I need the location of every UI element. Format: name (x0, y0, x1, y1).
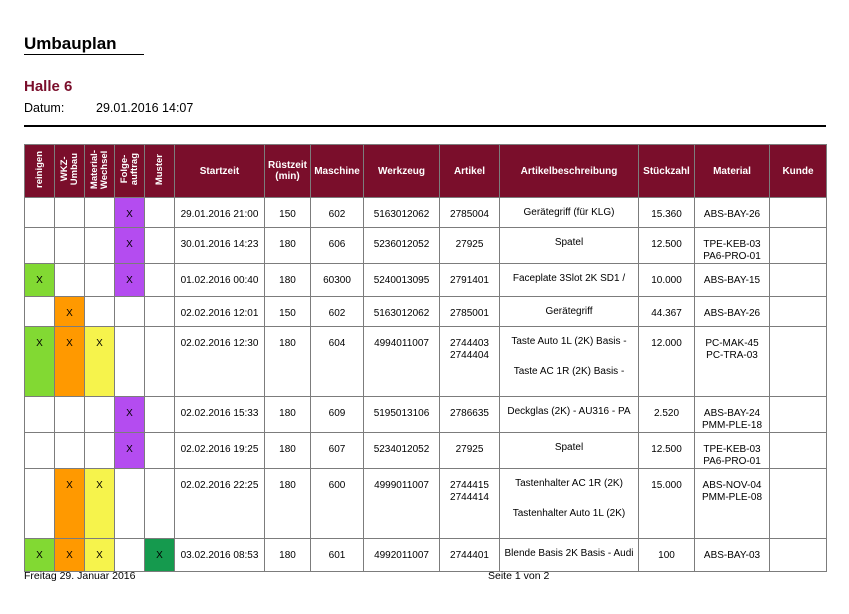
header-wkz-umbau (55, 145, 85, 198)
header-material-wechsel-label: Material- Wechsel (88, 149, 110, 190)
cell-artikelbeschreibung (500, 433, 639, 469)
cell-maschine: 607 (311, 433, 364, 469)
table-row (25, 433, 827, 469)
table-row (25, 228, 827, 264)
cell-material-wechsel (85, 198, 115, 228)
description-line-2: Tastenhalter Auto 1L (2K) (512, 508, 626, 519)
cell-wkz-umbau: X (55, 297, 85, 327)
cell-stueckzahl: 2.520 (639, 397, 695, 433)
cell-artikelbeschreibung (500, 297, 639, 327)
cell-kunde (770, 433, 827, 469)
cell-ruestzeit: 180 (265, 264, 311, 297)
cell-material: ABS-BAY-26 (695, 297, 770, 327)
cell-muster (145, 228, 175, 264)
cell-stueckzahl: 100 (639, 539, 695, 572)
cell-maschine: 602 (311, 198, 364, 228)
header-reinigen (25, 145, 55, 198)
cell-kunde (770, 539, 827, 572)
header-folgeauftrag (115, 145, 145, 198)
cell-werkzeug: 4994011007 (364, 327, 440, 397)
cell-material: ABS-BAY-26 (695, 198, 770, 228)
cell-folgeauftrag: X (115, 433, 145, 469)
cell-reinigen (25, 397, 55, 433)
cell-ruestzeit: 180 (265, 228, 311, 264)
header-kunde: Kunde (770, 145, 827, 198)
description-line: Gerätegriff (für KLG) (523, 207, 615, 218)
cell-material: ABS-BAY-15 (695, 264, 770, 297)
cell-folgeauftrag (115, 297, 145, 327)
cell-maschine: 60300 (311, 264, 364, 297)
cell-artikelbeschreibung (500, 228, 639, 264)
cell-material: TPE-KEB-03 PA6-PRO-01 (695, 433, 770, 469)
header-material-wechsel (85, 145, 115, 198)
cell-wkz-umbau: X (55, 469, 85, 539)
cell-werkzeug: 5236012052 (364, 228, 440, 264)
cell-werkzeug: 5234012052 (364, 433, 440, 469)
cell-maschine: 600 (311, 469, 364, 539)
cell-artikel: 27925 (440, 228, 500, 264)
header-startzeit: Startzeit (175, 145, 265, 198)
cell-folgeauftrag: X (115, 397, 145, 433)
date-value: 29.01.2016 14:07 (96, 101, 194, 115)
table-row (25, 397, 827, 433)
cell-wkz-umbau (55, 228, 85, 264)
cell-artikel: 2786635 (440, 397, 500, 433)
table-body (25, 198, 827, 572)
cell-maschine: 604 (311, 327, 364, 397)
cell-material: TPE-KEB-03 PA6-PRO-01 (695, 228, 770, 264)
description-line-2: Taste AC 1R (2K) Basis - (513, 366, 625, 377)
cell-artikel: 2785004 (440, 198, 500, 228)
description-line: Gerätegriff (545, 306, 593, 317)
cell-material-wechsel (85, 433, 115, 469)
cell-stueckzahl: 15.000 (639, 469, 695, 539)
cell-muster (145, 433, 175, 469)
cell-werkzeug: 4999011007 (364, 469, 440, 539)
cell-folgeauftrag (115, 469, 145, 539)
cell-material-wechsel (85, 228, 115, 264)
header-maschine: Maschine (311, 145, 364, 198)
cell-artikel: 2744415 2744414 (440, 469, 500, 539)
cell-artikel: 2744401 (440, 539, 500, 572)
cell-stueckzahl: 15.360 (639, 198, 695, 228)
cell-werkzeug: 4992011007 (364, 539, 440, 572)
cell-ruestzeit: 180 (265, 433, 311, 469)
cell-ruestzeit: 150 (265, 297, 311, 327)
cell-muster (145, 264, 175, 297)
title-underline (24, 54, 144, 55)
cell-ruestzeit: 150 (265, 198, 311, 228)
table-row (25, 327, 827, 397)
cell-werkzeug: 5240013095 (364, 264, 440, 297)
cell-reinigen (25, 297, 55, 327)
cell-startzeit: 02.02.2016 12:01 (175, 297, 265, 327)
description-line: Deckglas (2K) - AU316 - PA (507, 406, 631, 417)
cell-muster (145, 469, 175, 539)
cell-stueckzahl: 12.500 (639, 228, 695, 264)
header-material: Material (695, 145, 770, 198)
cell-folgeauftrag: X (115, 264, 145, 297)
cell-artikelbeschreibung (500, 198, 639, 228)
date-label: Datum: (24, 101, 65, 115)
cell-werkzeug: 5195013106 (364, 397, 440, 433)
cell-reinigen (25, 228, 55, 264)
cell-wkz-umbau (55, 264, 85, 297)
cell-material-wechsel: X (85, 327, 115, 397)
cell-maschine: 606 (311, 228, 364, 264)
cell-material-wechsel: X (85, 539, 115, 572)
cell-material: ABS-BAY-24 PMM-PLE-18 (695, 397, 770, 433)
cell-startzeit: 29.01.2016 21:00 (175, 198, 265, 228)
cell-reinigen (25, 469, 55, 539)
cell-stueckzahl: 10.000 (639, 264, 695, 297)
cell-startzeit: 01.02.2016 00:40 (175, 264, 265, 297)
cell-kunde (770, 198, 827, 228)
table-row (25, 198, 827, 228)
header-artikel: Artikel (440, 145, 500, 198)
cell-artikelbeschreibung (500, 469, 639, 539)
table-row (25, 297, 827, 327)
cell-ruestzeit: 180 (265, 469, 311, 539)
footer-page-number: Seite 1 von 2 (488, 570, 550, 582)
hall-heading: Halle 6 (24, 78, 73, 95)
cell-artikelbeschreibung (500, 264, 639, 297)
footer-date: Freitag 29. Januar 2016 (24, 570, 136, 582)
cell-reinigen (25, 198, 55, 228)
cell-ruestzeit: 180 (265, 397, 311, 433)
cell-artikelbeschreibung (500, 327, 639, 397)
cell-muster: X (145, 539, 175, 572)
cell-kunde (770, 264, 827, 297)
cell-startzeit: 02.02.2016 12:30 (175, 327, 265, 397)
cell-startzeit: 02.02.2016 19:25 (175, 433, 265, 469)
cell-muster (145, 198, 175, 228)
cell-material-wechsel: X (85, 469, 115, 539)
cell-material-wechsel (85, 397, 115, 433)
cell-material: ABS-NOV-04 PMM-PLE-08 (695, 469, 770, 539)
cell-kunde (770, 228, 827, 264)
table-row (25, 539, 827, 572)
table-header-row (25, 145, 827, 198)
cell-kunde (770, 469, 827, 539)
cell-folgeauftrag: X (115, 228, 145, 264)
cell-ruestzeit: 180 (265, 539, 311, 572)
description-line: Spatel (554, 442, 584, 453)
description-line: Tastenhalter AC 1R (2K) (515, 478, 623, 489)
cell-artikel: 2791401 (440, 264, 500, 297)
cell-kunde (770, 397, 827, 433)
cell-reinigen: X (25, 327, 55, 397)
cell-artikelbeschreibung (500, 397, 639, 433)
cell-startzeit: 02.02.2016 22:25 (175, 469, 265, 539)
header-muster (145, 145, 175, 198)
description-line: Faceplate 3Slot 2K SD1 / (512, 273, 626, 284)
table-row (25, 264, 827, 297)
header-divider (24, 125, 826, 127)
cell-kunde (770, 327, 827, 397)
changeover-table (24, 144, 827, 572)
cell-wkz-umbau: X (55, 327, 85, 397)
cell-maschine: 602 (311, 297, 364, 327)
page-title: Umbauplan (24, 34, 117, 53)
cell-werkzeug: 5163012062 (364, 297, 440, 327)
header-ruestzeit: Rüstzeit (min) (265, 145, 311, 198)
cell-folgeauftrag (115, 539, 145, 572)
cell-material: PC-MAK-45 PC-TRA-03 (695, 327, 770, 397)
cell-artikel: 2785001 (440, 297, 500, 327)
cell-wkz-umbau (55, 198, 85, 228)
cell-artikel: 2744403 2744404 (440, 327, 500, 397)
cell-artikel: 27925 (440, 433, 500, 469)
cell-reinigen (25, 433, 55, 469)
cell-stueckzahl: 44.367 (639, 297, 695, 327)
cell-maschine: 609 (311, 397, 364, 433)
cell-material-wechsel (85, 297, 115, 327)
cell-startzeit: 02.02.2016 15:33 (175, 397, 265, 433)
cell-wkz-umbau: X (55, 539, 85, 572)
cell-muster (145, 397, 175, 433)
cell-material: ABS-BAY-03 (695, 539, 770, 572)
cell-wkz-umbau (55, 397, 85, 433)
header-folgeauftrag-label: Folge- auftrag (118, 153, 140, 186)
cell-wkz-umbau (55, 433, 85, 469)
cell-folgeauftrag (115, 327, 145, 397)
cell-muster (145, 297, 175, 327)
description-line: Taste Auto 1L (2K) Basis - (511, 336, 627, 347)
cell-material-wechsel (85, 264, 115, 297)
header-stueckzahl: Stückzahl (639, 145, 695, 198)
cell-startzeit: 03.02.2016 08:53 (175, 539, 265, 572)
cell-startzeit: 30.01.2016 14:23 (175, 228, 265, 264)
description-line: Spatel (554, 237, 584, 248)
cell-werkzeug: 5163012062 (364, 198, 440, 228)
description-line: Blende Basis 2K Basis - Audi (504, 548, 634, 559)
header-reinigen-label: reinigen (33, 151, 45, 188)
header-artikelbeschreibung: Artikelbeschreibung (500, 145, 639, 198)
cell-reinigen: X (25, 264, 55, 297)
cell-ruestzeit: 180 (265, 327, 311, 397)
header-werkzeug: Werkzeug (364, 145, 440, 198)
cell-reinigen: X (25, 539, 55, 572)
cell-artikelbeschreibung (500, 539, 639, 572)
header-muster-label: Muster (153, 153, 165, 186)
cell-folgeauftrag: X (115, 198, 145, 228)
header-wkz-umbau-label: WKZ- Umbau (58, 153, 80, 186)
cell-muster (145, 327, 175, 397)
cell-kunde (770, 297, 827, 327)
cell-maschine: 601 (311, 539, 364, 572)
table-row (25, 469, 827, 539)
cell-stueckzahl: 12.500 (639, 433, 695, 469)
cell-stueckzahl: 12.000 (639, 327, 695, 397)
